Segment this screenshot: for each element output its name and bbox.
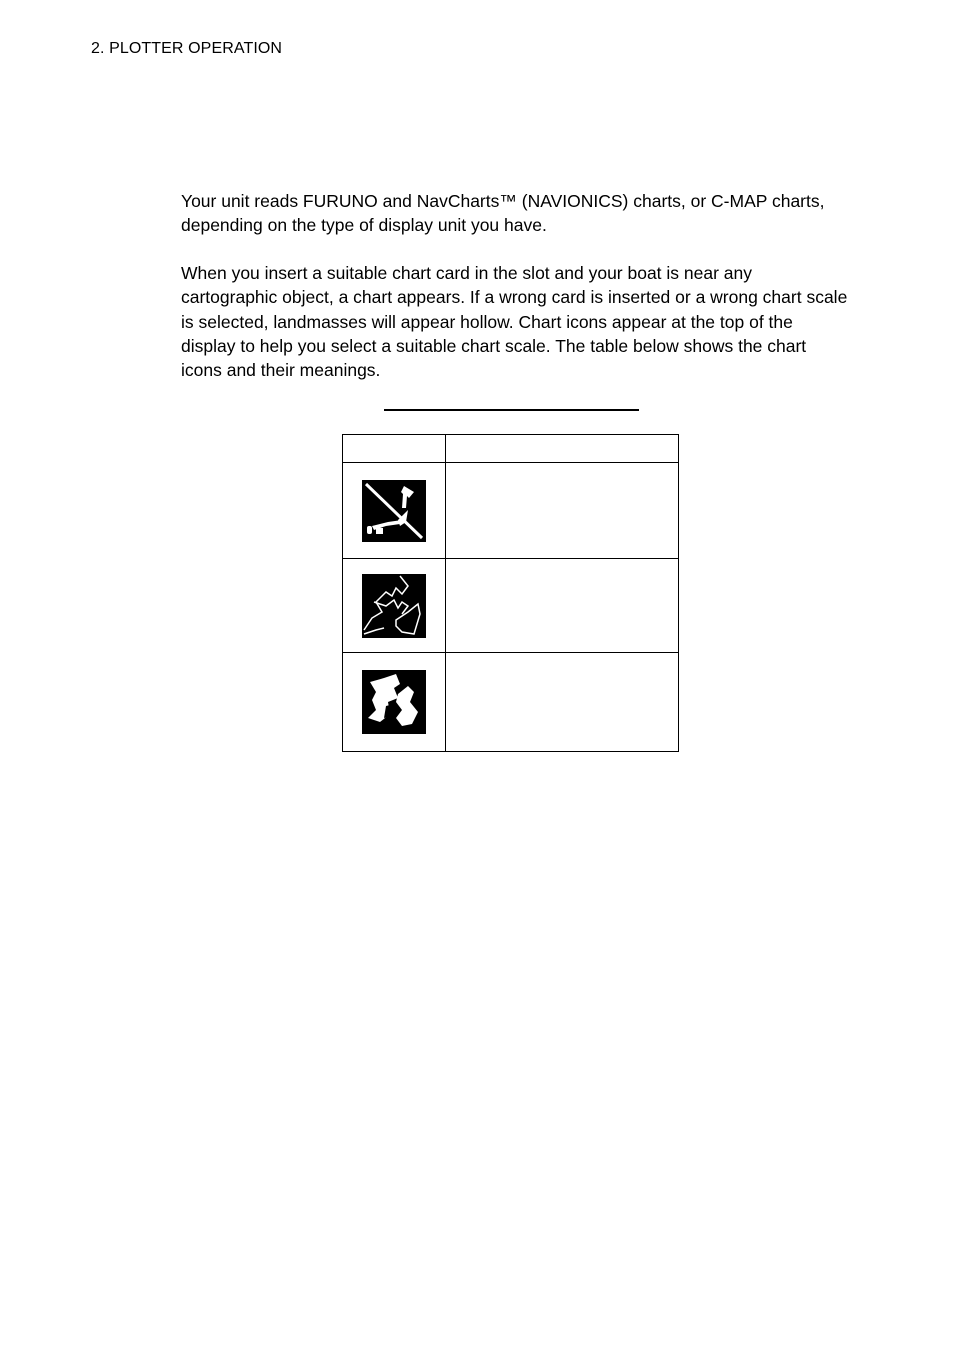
icon-cell xyxy=(343,559,446,653)
table-row xyxy=(343,653,679,752)
no-chart-icon xyxy=(362,480,426,542)
hollow-landmass-icon xyxy=(362,574,426,638)
meaning-cell xyxy=(446,463,679,559)
table-row xyxy=(343,463,679,559)
chart-icon-table xyxy=(342,434,679,752)
chart-card-paragraph: When you insert a suitable chart card in the slot and your boat is near any cartographic object, a chart appears. If a wrong card is inserted or a wrong chart scale is selected, landmasses will appear hollow. Chart icons appear at the top of the display to help you select a suitable chart scale. The table below shows the chart icons and their meanings. xyxy=(181,263,848,381)
meaning-cell xyxy=(446,559,679,653)
filled-landmass-icon xyxy=(362,670,426,734)
table-row xyxy=(343,559,679,653)
meaning-cell xyxy=(446,653,679,752)
icon-cell xyxy=(343,463,446,559)
meaning-column-header xyxy=(446,435,679,463)
icon-column-header xyxy=(343,435,446,463)
icon-cell xyxy=(343,653,446,752)
section-header: 2. PLOTTER OPERATION xyxy=(91,40,283,57)
table-caption-underline xyxy=(384,409,639,411)
table-header-row xyxy=(343,435,679,463)
intro-paragraph: Your unit reads FURUNO and NavCharts™ (NAVIONICS) charts, or C-MAP charts, depending on the type of display unit you have. xyxy=(181,191,825,236)
